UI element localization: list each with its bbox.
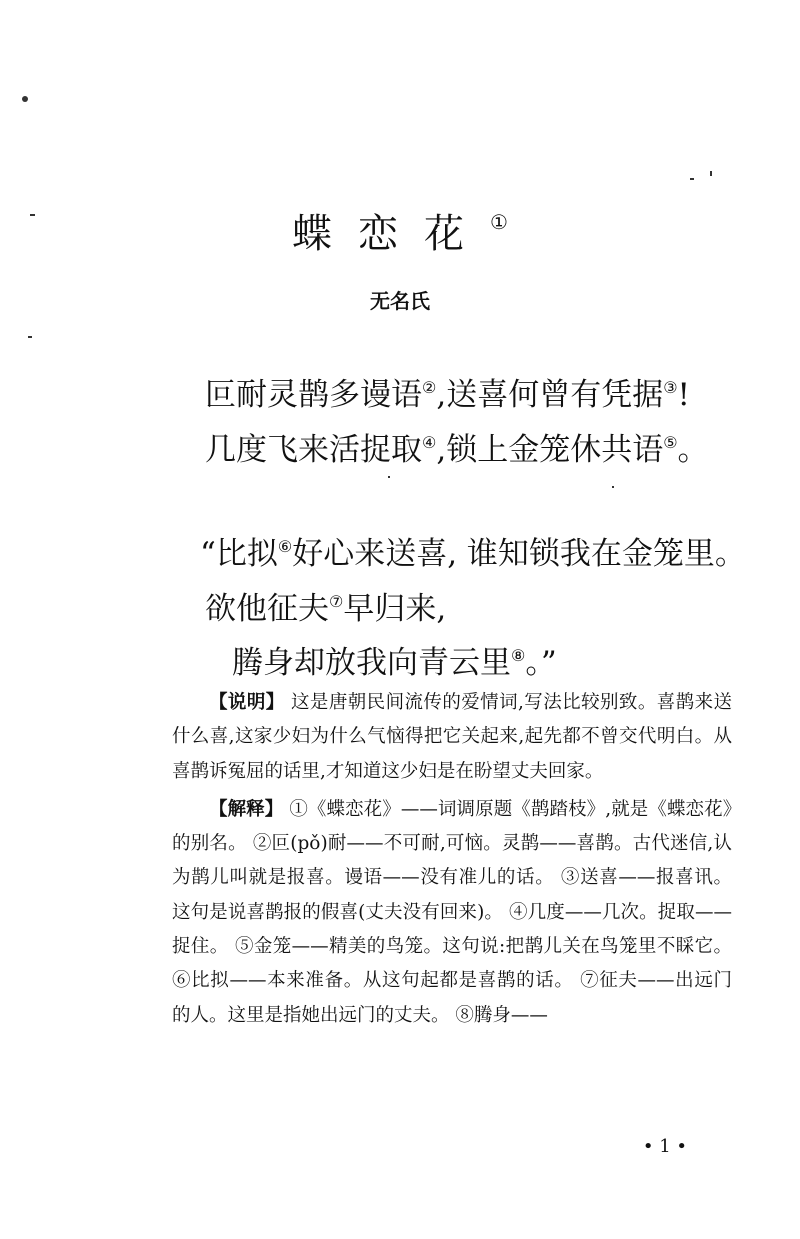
page-number: • 1 • <box>642 1136 688 1157</box>
scan-speck <box>28 336 32 338</box>
scan-speck <box>710 171 712 176</box>
poem-title-text: 蝶恋花 <box>292 211 491 257</box>
footnote-marker: ② <box>422 378 437 397</box>
annotation-tag: 【解释】 <box>209 798 284 820</box>
poem-line: 叵耐灵鹊多谩语②,送喜何曾有凭据③! <box>205 377 691 413</box>
scan-speck <box>388 476 390 478</box>
title-footnote-marker: ① <box>490 210 508 234</box>
poem-line: 欲他征夫⑦早归来, <box>205 591 447 627</box>
footnote-marker: ④ <box>422 433 437 452</box>
poem-author: 无名氏 <box>370 289 430 313</box>
footnote-marker: ⑤ <box>663 433 678 452</box>
poem-line: 几度飞来活捉取④,锁上金笼休共语⑤。 <box>205 432 709 468</box>
footnote-marker: ⑦ <box>329 592 344 611</box>
notes-section <box>172 686 732 1033</box>
poem-line: “比拟⑥好心来送喜, 谁知锁我在金笼里。 <box>200 536 746 572</box>
annotation-text: ①《蝶恋花》——词调原题《鹊踏枝》,就是《蝶恋花》的别名。 ②叵(pǒ)耐——不可耐,可恼。灵鹊——喜鹊。古代迷信,认为鹊儿叫就是报喜。谩语——没有准儿的话。 ③送喜——报喜讯。这句是说喜鹊报的假喜(丈夫没有回来)。 ④几度——几次。捉取——捉住。 ⑤金笼——精美的鸟笼。这句说:把鹊儿关在鸟笼里不睬它。 ⑥比拟——本来准备。从这句起都是喜鹊的话。 ⑦征夫——出远门的人。这里是指她出远门的丈夫。 ⑧腾身—— <box>172 798 732 1026</box>
poem-title <box>0 196 800 260</box>
scan-speck <box>22 96 28 102</box>
annotation-paragraph <box>172 793 732 1033</box>
explanation-text: 这是唐朝民间流传的爱情词,写法比较别致。喜鹊来送什么喜,这家少妇为什么气恼得把它关起来,起先都不曾交代明白。从喜鹊诉冤屈的话里,才知道这少妇是在盼望丈夫回家。 <box>172 692 732 782</box>
poem-line: 腾身却放我向青云里⑧。” <box>232 645 557 681</box>
footnote-marker: ③ <box>663 378 678 397</box>
scan-speck <box>690 178 694 180</box>
footnote-marker: ⑧ <box>511 646 526 665</box>
scan-speck <box>612 486 614 488</box>
explanation-tag: 【说明】 <box>209 692 285 713</box>
explanation-paragraph <box>172 686 732 789</box>
footnote-marker: ⑥ <box>277 537 293 556</box>
